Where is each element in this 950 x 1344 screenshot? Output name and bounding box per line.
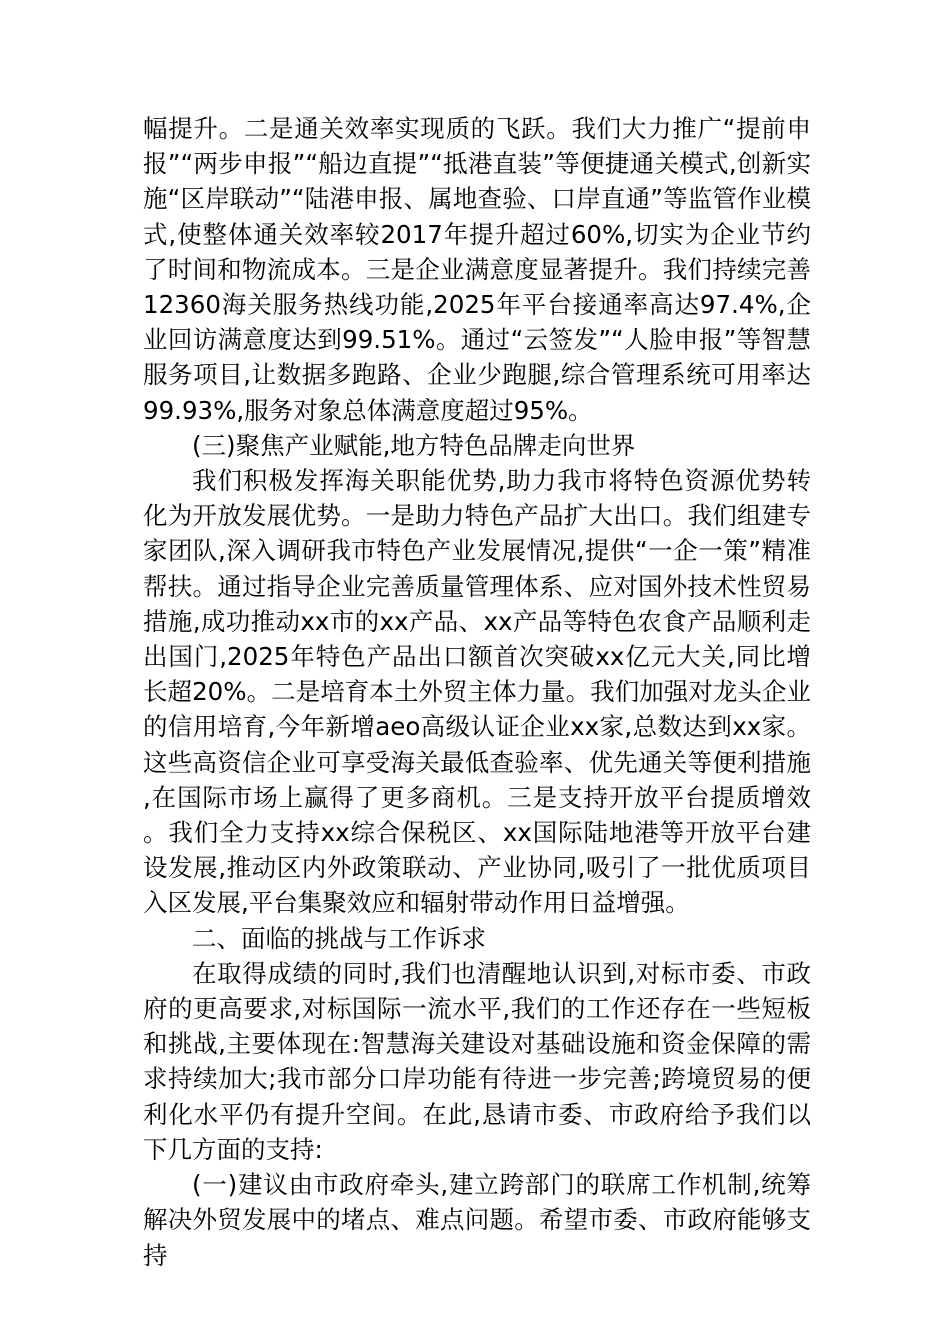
paragraph-customs-efficiency: 幅提升。二是通关效率实现质的飞跃。我们大力推广“提前申报”“两步申报”“船边直提”“抵港直装”等便捷通关模式,创新实施“区岸联动”“陆港申报、属地查验、口岸直通”等监管作业模式,使整体通关效率较2017年提升超过60%,切实为企业节约了时间和物流成本。三是企业满意度显著提升。我们持续完善12360海关服务热线功能,2025年平台接通率高达97.4%,企业回访满意度达到99.51%。通过“云签发”“人脸申报”等智慧服务项目,让数据多跑路、企业少跑腿,综合管理系统可用率达99.93%,服务对象总体满意度超过95%。: [143, 114, 811, 425]
paragraph-request-one: (一)建议由市政府牵头,建立跨部门的联席工作机制,统筹解决外贸发展中的堵点、难点问题。希望市委、市政府能够支持: [143, 1170, 811, 1270]
document-body: [143, 111, 811, 1273]
heading-challenges-and-requests: 二、面临的挑战与工作诉求: [192, 923, 486, 953]
heading-industry-empowerment: (三)聚焦产业赋能,地方特色品牌走向世界: [192, 430, 636, 460]
paragraph-local-brands: 我们积极发挥海关职能优势,助力我市将特色资源优势转化为开放发展优势。一是助力特色产品扩大出口。我们组建专家团队,深入调研我市特色产业发展情况,提供“一企一策”精准帮扶。通过指导企业完善质量管理体系、应对国外技术性贸易措施,成功推动xx市的xx产品、xx产品等特色农食产品顺利走出国门,2025年特色产品出口额首次突破xx亿元大关,同比增长超20%。二是培育本土外贸主体力量。我们加强对龙头企业的信用培育,今年新增aeo高级认证企业xx家,总数达到xx家。这些高资信企业可享受海关最低查验率、优先通关等便利措施,在国际市场上赢得了更多商机。三是支持开放平台提质增效。我们全力支持xx综合保税区、xx国际陆地港等开放平台建设发展,推动区内外政策联动、产业协同,吸引了一批优质项目入区发展,平台集聚效应和辐射带动作用日益增强。: [143, 466, 811, 918]
paragraph-challenges: 在取得成绩的同时,我们也清醒地认识到,对标市委、市政府的更高要求,对标国际一流水平,我们的工作还存在一些短板和挑战,主要体现在:智慧海关建设对基础设施和资金保障的需求持续加大;我市部分口岸功能有待进一步完善;跨境贸易的便利化水平仍有提升空间。在此,恳请市委、市政府给予我们以下几方面的支持:: [143, 958, 811, 1164]
